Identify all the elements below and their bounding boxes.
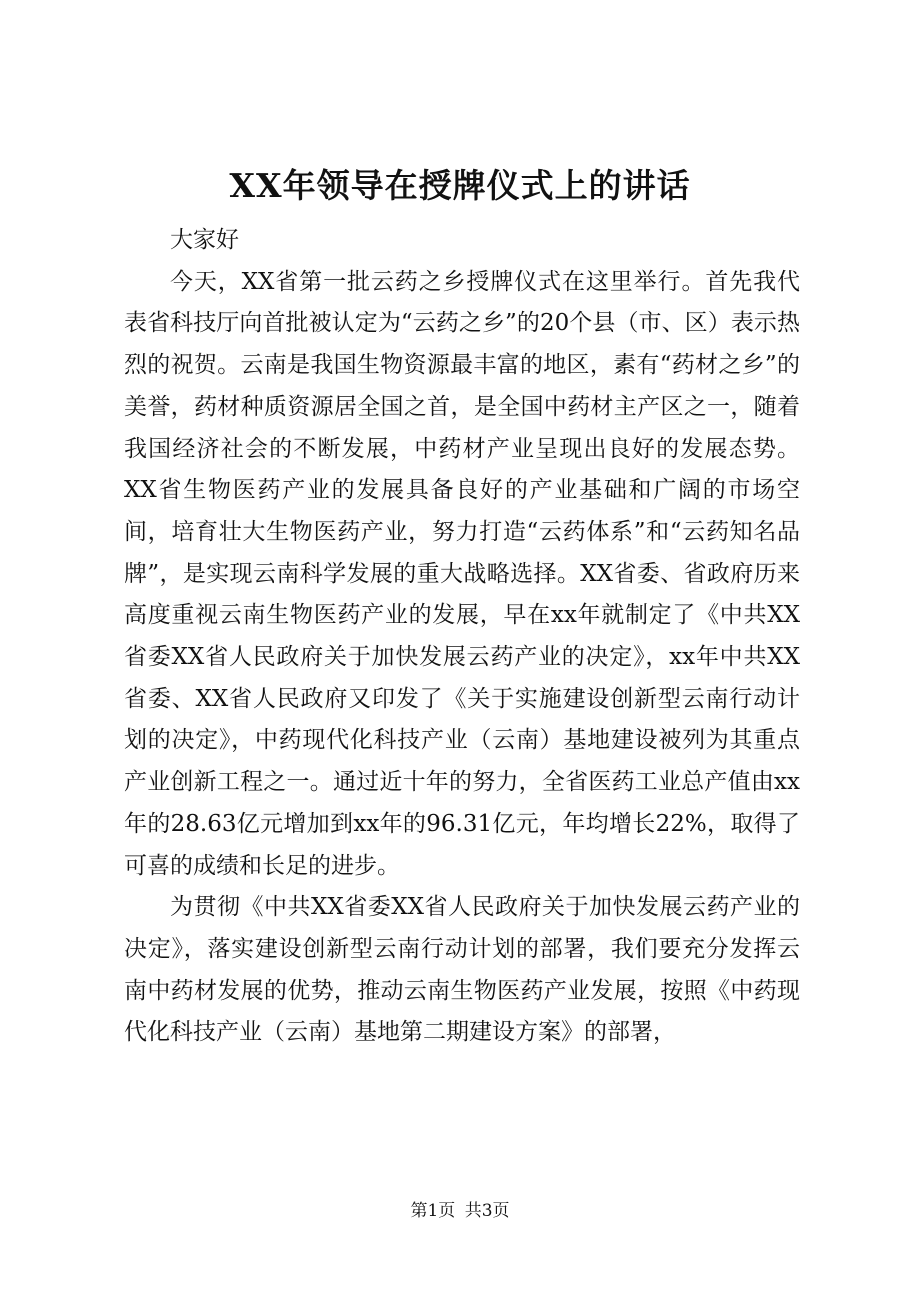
page-footer [0,1196,920,1226]
page-number: 第1页 [410,1201,456,1221]
paragraph-2: 为贯彻《中共XX省委XX省人民政府关于加快发展云药产业的决定》，落实建设创新型云南行动计划的部署，我们要充分发挥云南中药材发展的优势，推动云南生物医药产业发展，按照《中药现代化科技产业（云南）基地第二期建设方案》的部署， [124,894,800,1046]
document-body [124,220,800,1054]
page-title: XX年领导在授牌仪式上的讲话 [229,166,691,205]
paragraph-greeting: 大家好 [170,227,239,253]
page-total: 共3页 [464,1201,510,1221]
paragraph-1: 今天，XX省第一批云药之乡授牌仪式在这里举行。首先我代表省科技厅向首批被认定为“云药之乡”的20个县（市、区）表示热烈的祝贺。云南是我国生物资源最丰富的地区，素有“药材之乡”的美誉，药材种质资源居全国之首，是全国中药材主产区之一，随着我国经济社会的不断发展，中药材产业呈现出良好的发展态势。XX省生物医药产业的发展具备良好的产业基础和广阔的市场空间，培育壮大生物医药产业，努力打造“云药体系”和“云药知名品牌”，是实现云南科学发展的重大战略选择。XX省委、省政府历来高度重视云南生物医药产业的发展，早在xx年就制定了《中共XX省委XX省人民政府关于加快发展云药产业的决定》，xx年中共XX省委、XX省人民政府又印发了《关于实施建设创新型云南行动计划的决定》，中药现代化科技产业（云南）基地建设被列为其重点产业创新工程之一。通过近十年的努力，全省医药工业总产值由xx年的28.63亿元增加到xx年的96.31亿元，年均增长22%，取得了可喜的成绩和长足的进步。 [124,268,800,879]
